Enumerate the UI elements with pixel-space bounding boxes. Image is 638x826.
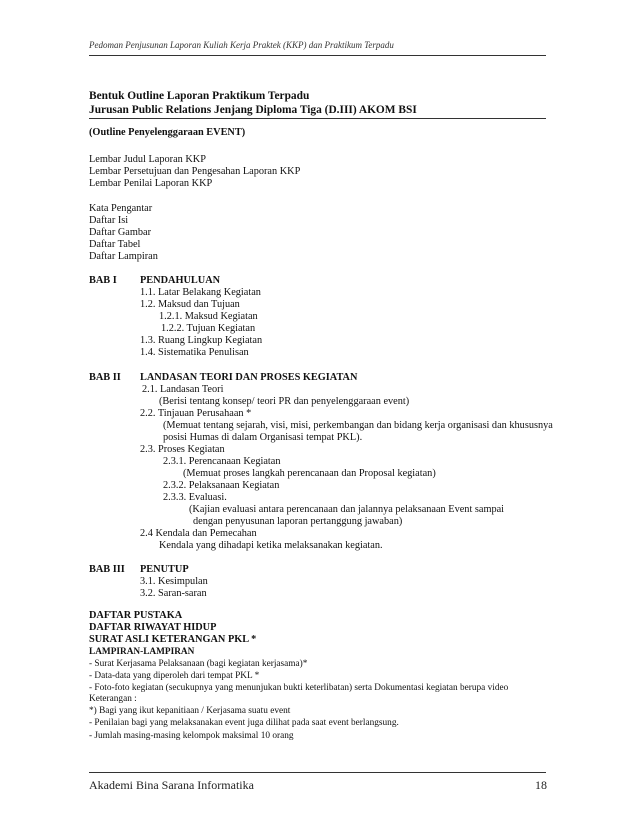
- front-page-item: Lembar Penilai Laporan KKP: [89, 178, 213, 189]
- bab1-item: 1.2.1. Maksud Kegiatan: [159, 311, 258, 322]
- bab1-item: 1.1. Latar Belakang Kegiatan: [140, 287, 261, 298]
- attachment-item: - Surat Kerjasama Pelaksanaan (bagi kegiatan kerjasama)*: [89, 659, 308, 669]
- bab1-label: BAB I: [89, 275, 117, 286]
- prelim-item: Daftar Isi: [89, 215, 129, 226]
- bab3-label: BAB III: [89, 564, 125, 575]
- note-item: - Penilaian bagi yang melaksanakan event juga dilihat pada saat event berlangsung.: [89, 718, 399, 728]
- bab2-item: posisi Humas di dalam Organisasi tempat PKL).: [163, 432, 363, 443]
- closing-heading: LAMPIRAN-LAMPIRAN: [89, 647, 195, 657]
- attachment-item: - Foto-foto kegiatan (secukupnya yang menunjukan bukti keterlibatan) serta Dokumentasi kegiatan berupa video: [89, 683, 509, 693]
- page-number: 18: [535, 778, 547, 792]
- bab2-item: 2.2. Tinjauan Perusahaan *: [140, 408, 252, 419]
- bab2-item: (Memuat tentang sejarah, visi, misi, perkembangan dan bidang kerja organisasi dan khususnya: [163, 420, 553, 431]
- prelim-item: Kata Pengantar: [89, 203, 153, 214]
- bab1-item: 1.2. Maksud dan Tujuan: [140, 299, 240, 310]
- closing-heading: DAFTAR PUSTAKA: [89, 610, 183, 621]
- bab3-title: PENUTUP: [140, 564, 189, 575]
- document-title-line1: Bentuk Outline Laporan Praktikum Terpadu: [89, 90, 310, 102]
- document-subtitle: (Outline Penyelenggaraan EVENT): [89, 127, 246, 138]
- bab1-item: 1.2.2. Tujuan Kegiatan: [161, 323, 256, 334]
- bab2-label: BAB II: [89, 372, 121, 383]
- bab2-item: 2.1. Landasan Teori: [142, 384, 224, 395]
- bab2-item: Kendala yang dihadapi ketika melaksanakan kegiatan.: [159, 540, 383, 551]
- note-item: - Jumlah masing-masing kelompok maksimal 10 orang: [89, 731, 294, 741]
- closing-heading: SURAT ASLI KETERANGAN PKL *: [89, 634, 257, 645]
- closing-heading: DAFTAR RIWAYAT HIDUP: [89, 622, 217, 633]
- prelim-item: Daftar Gambar: [89, 227, 152, 238]
- bab2-item: (Berisi tentang konsep/ teori PR dan penyelenggaraan event): [159, 396, 410, 407]
- note-item: *) Bagi yang ikut kepanitiaan / Kerjasama suatu event: [89, 706, 291, 716]
- bab1-item: 1.4. Sistematika Penulisan: [140, 347, 249, 358]
- title-rule: [89, 118, 546, 119]
- bab2-item: 2.3.1. Perencanaan Kegiatan: [163, 456, 281, 467]
- bab3-item: 3.1. Kesimpulan: [140, 576, 208, 587]
- bab2-item: 2.3. Proses Kegiatan: [140, 444, 225, 455]
- front-page-item: Lembar Judul Laporan KKP: [89, 154, 206, 165]
- bab3-item: 3.2. Saran-saran: [140, 588, 207, 599]
- bab1-title: PENDAHULUAN: [140, 275, 221, 286]
- bab2-item: dengan penyusunan laporan pertanggung jawaban): [193, 516, 403, 527]
- bab2-item: 2.3.3. Evaluasi.: [163, 492, 227, 503]
- footer-institution: Akademi Bina Sarana Informatika: [89, 778, 254, 792]
- notes-label: Keterangan :: [89, 694, 137, 704]
- bab2-item: 2.4 Kendala dan Pemecahan: [140, 528, 257, 539]
- bab2-title: LANDASAN TEORI DAN PROSES KEGIATAN: [140, 372, 358, 383]
- bab2-item: (Memuat proses langkah perencanaan dan Proposal kegiatan): [183, 468, 436, 479]
- prelim-item: Daftar Lampiran: [89, 251, 158, 262]
- front-page-item: Lembar Persetujuan dan Pengesahan Laporan KKP: [89, 166, 301, 177]
- bab2-item: (Kajian evaluasi antara perencanaan dan jalannya pelaksanaan Event sampai: [189, 504, 505, 515]
- footer-rule: [89, 772, 546, 773]
- bab1-item: 1.3. Ruang Lingkup Kegiatan: [140, 335, 263, 346]
- bab2-item: 2.3.2. Pelaksanaan Kegiatan: [163, 480, 280, 491]
- running-header: Pedoman Penjusunan Laporan Kuliah Kerja Praktek (KKP) dan Praktikum Terpadu: [89, 40, 394, 50]
- header-rule: [89, 55, 546, 56]
- document-title-line2: Jurusan Public Relations Jenjang Diploma Tiga (D.III) AKOM BSI: [89, 104, 417, 116]
- prelim-item: Daftar Tabel: [89, 239, 141, 250]
- attachment-item: - Data-data yang diperoleh dari tempat PKL *: [89, 671, 260, 681]
